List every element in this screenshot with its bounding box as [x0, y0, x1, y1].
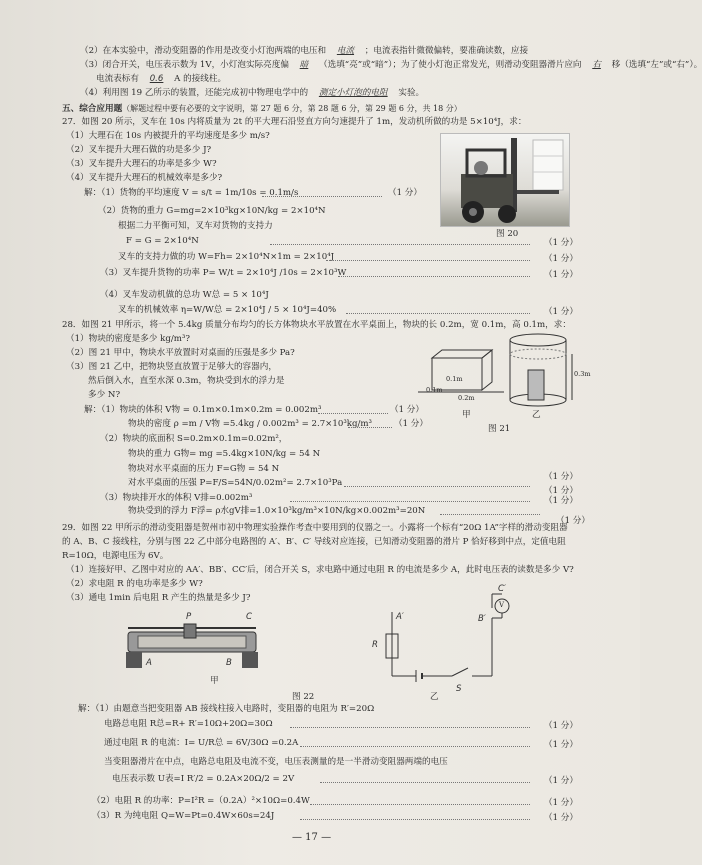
leader-dots — [290, 727, 530, 728]
circuit-label-cp: C′ — [498, 584, 506, 594]
top-line-1: （2）在本实验中，滑动变阻器的作用是改变小灯泡两端的电压和 电流 ；电流表指针微微偏转，要准确读数，应接 — [80, 46, 529, 56]
circuit-diagram — [382, 588, 512, 688]
forklift-photo — [440, 133, 570, 227]
fig-21-drawing — [418, 330, 588, 410]
q27-score-3: （1 分） — [544, 254, 578, 264]
q29-ans-4: 当变阻器滑片在中点，电路总电阻及电流不变，电压表测量的是一半滑动变阻器两端的电压 — [104, 757, 448, 767]
top-line-4: （4）利用图 19 乙所示的装置，还能完成初中物理电学中的 测定小灯泡的电阻 实验。 — [80, 88, 425, 98]
voltmeter-label: V — [499, 601, 505, 609]
rheostat-label-c: C — [246, 612, 253, 622]
q29-ans-2: 电路总电阻 R总=R+ R′=10Ω+20Ω=30Ω — [104, 719, 273, 729]
q27-ans-5: 叉车的支持力做的功 W=Fh= 2×10⁴N×1m = 2×10⁴J — [118, 252, 335, 262]
circuit-label-ap: A′ — [396, 612, 404, 622]
q27-ans-7: （4）叉车发动机做的总功 W总 = 5 × 10⁴J — [100, 290, 269, 300]
q29-score-5: （1 分） — [544, 813, 578, 823]
q27-sub-4: （4）叉车提升大理石的机械效率是多少? — [66, 173, 223, 183]
q29-ans-3: 通过电阻 R 的电流：I= U/R总 = 6V/30Ω =0.2A — [104, 738, 299, 748]
q29-ans-1: 解：（1）由题意当把变阻器 AB 接线柱接入电路时，变阻器的电阻为 R′=20Ω — [78, 704, 375, 714]
q29-ans-6: （2）电阻 R 的功率：P=I²R =（0.2A）²×10Ω=0.4W — [92, 796, 310, 806]
top-line-3: 电流表标有 0.6 A 的接线柱。 — [96, 74, 227, 84]
q28-ans-1: 解：（1）物块的体积 V物 = 0.1m×0.1m×0.2m = 0.002m³ — [84, 405, 322, 415]
fig-21-yi: 乙 — [532, 410, 541, 420]
fig-22-jia: 甲 — [210, 676, 219, 686]
fig-20-caption: 图 20 — [496, 229, 519, 239]
q28-ans-4: 物块的重力 G物= mg =5.4kg×10N/kg = 54 N — [128, 449, 321, 459]
top-line-2: （3）闭合开关，电压表示数为 1V，小灯泡实际亮度偏 暗 （选填“亮”或“暗”）；为了使小灯泡正常发光，则滑动变阻器滑片应向 右 移（选填“左”或“右”）。 — [80, 60, 702, 70]
leader-dots — [290, 501, 530, 502]
q28-ans-3: （2）物块的底面积 S=0.2m×0.1m=0.02m²， — [100, 434, 288, 444]
q27-sub-3: （3）叉车提升大理石的功率是多少 W? — [66, 159, 217, 169]
leader-dots — [326, 260, 530, 261]
forklift-illustration — [441, 134, 569, 226]
leader-dots — [318, 413, 388, 414]
leader-dots — [300, 746, 530, 747]
q29-score-2: （1 分） — [544, 740, 578, 750]
q28-score-1: （1 分） — [390, 405, 424, 415]
section-5-heading: 五、综合应用题（解题过程中要有必要的文字说明，第 27 题 6 分，第 28 题 6 分，第 29 题 6 分，共 18 分） — [62, 104, 462, 114]
q28-sub-1: （1）物块的密度是多少 kg/m³? — [66, 334, 190, 344]
fig-22-yi: 乙 — [430, 692, 439, 702]
leader-dots — [344, 486, 530, 487]
rheostat-label-p: P — [186, 612, 192, 622]
q27-ans-6: （3）叉车提升货物的功率 P= W/t = 2×10⁴J /10s = 2×10³W — [100, 268, 347, 278]
fig-21-jia: 甲 — [462, 410, 471, 420]
q28-ans-7: （3）物块排开水的体积 V排=0.002m³ — [100, 493, 253, 503]
q29-stem-3: R=10Ω，电源电压为 6V。 — [62, 551, 169, 561]
leader-dots — [310, 804, 530, 805]
q28-ans-2: 物块的密度 ρ =m / V物 =5.4kg / 0.002m³ = 2.7×10³kg/m³ — [128, 419, 372, 429]
q27-ans-8: 叉车的机械效率 η=W/W总 = 2×10⁴J / 5 × 10⁴J=40% — [118, 305, 337, 315]
q27-score-4: （1 分） — [544, 270, 578, 280]
q27-sub-2: （2）叉车提升大理石做的功是多少 J? — [66, 145, 212, 155]
leader-dots — [348, 427, 392, 428]
fig-21-dim-height: 0.1m — [446, 375, 463, 383]
fig-21-water-depth: 0.3m — [574, 370, 591, 378]
leader-dots — [262, 196, 382, 197]
q28-score-6: （1 分） — [556, 516, 590, 526]
q27-ans-3: 根据二力平衡可知，叉车对货物的支持力 — [118, 221, 273, 231]
leader-dots — [300, 819, 530, 820]
q27-stem: 27．如图 20 所示，叉车在 10s 内将质量为 2t 的平大理石沿竖直方向匀速提升了 1m，发动机所做的功是 5×10⁴J，求： — [62, 117, 527, 127]
q29-sub-2: （2）求电阻 R 的电功率是多少 W? — [66, 579, 203, 589]
q28-sub-2: （2）图 21 甲中，物块水平放置时对桌面的压强是多少 Pa? — [66, 348, 295, 358]
leader-dots — [320, 782, 530, 783]
q29-sub-1: （1）连接好甲、乙图中对应的 AA′、BB′、CC′后，闭合开关 S，求电路中通过电阻 R 的电流是多少 A，此时电压表的读数是多少 V? — [66, 565, 574, 575]
fig-22-caption: 图 22 — [292, 692, 315, 702]
q27-sub-1: （1）大理石在 10s 内被提升的平均速度是多少 m/s? — [66, 131, 270, 141]
leader-dots — [270, 244, 530, 245]
q28-score-5: （1 分） — [544, 496, 578, 506]
q28-ans-6: 对水平桌面的压强 P=F/S=54N/0.02m²= 2.7×10³Pa — [128, 478, 343, 488]
q29-stem-1: 29．如图 22 甲所示的滑动变阻器是贺州市初中物理实验操作考查中要用到的仪器之一。小露将一个标有“20Ω 1A”字样的滑动变阻器 — [62, 523, 568, 533]
q28-sub-3b: 然后倒入水，直至水深 0.3m，物块受到水的浮力是 — [88, 376, 285, 386]
q29-score-4: （1 分） — [544, 798, 578, 808]
q29-ans-7: （3）R 为纯电阻 Q=W=Pt=0.4W×60s=24J — [92, 811, 275, 821]
circuit-label-r: R — [372, 640, 378, 650]
leader-dots — [338, 276, 530, 277]
q28-score-4: （1 分） — [544, 486, 578, 496]
q29-stem-2: 的 A、B、C 接线柱，分别与图 22 乙中部分电路图的 A′、B′、C′ 导线对应连接，已知滑动变阻器的滑片 P 恰好移到中点，定值电阻 — [62, 537, 566, 547]
fig-21-dim-length: 0.2m — [458, 394, 475, 402]
fig-21-caption: 图 21 — [488, 424, 511, 434]
circuit-label-s: S — [456, 684, 462, 694]
q28-score-2: （1 分） — [394, 419, 428, 429]
q27-ans-4: F = G = 2×10⁴N — [126, 236, 199, 246]
q28-ans-5: 物块对水平桌面的压力 F=G物 = 54 N — [128, 464, 280, 474]
leader-dots — [440, 514, 540, 515]
q28-sub-3c: 多少 N? — [88, 390, 121, 400]
q29-sub-3: （3）通电 1min 后电阻 R 产生的热量是多少 J? — [66, 593, 251, 603]
q27-score-1: （1 分） — [388, 188, 422, 198]
rheostat-label-a: A — [146, 658, 152, 668]
q27-ans-1: 解：（1）货物的平均速度 V = s/t = 1m/10s = 0.1m/s — [84, 188, 299, 198]
q29-score-3: （1 分） — [544, 776, 578, 786]
rheostat-drawing — [124, 618, 264, 678]
q27-ans-2: （2）货物的重力 G=mg=2×10³kg×10N/kg = 2×10⁴N — [98, 206, 326, 216]
leader-dots — [346, 313, 530, 314]
fig-21-dim-width: 0.1m — [426, 386, 443, 394]
q28-stem: 28．如图 21 甲所示，将一个 5.4kg 质量分布均匀的长方体物块水平放置在水平桌面上，物块的长 0.2m，宽 0.1m，高 0.1m，求： — [62, 320, 571, 330]
q28-ans-8: 物块受到的浮力 F浮= ρ水gV排=1.0×10³kg/m³×10N/kg×0.002m³=20N — [128, 506, 426, 516]
circuit-label-bp: B′ — [478, 614, 486, 624]
q28-score-3: （1 分） — [544, 472, 578, 482]
q28-sub-3: （3）图 21 乙中，把物块竖直放置于足够大的容器内， — [66, 362, 277, 372]
page-number: — 17 — — [292, 832, 332, 843]
rheostat-label-b: B — [226, 658, 232, 668]
q29-score-1: （1 分） — [544, 721, 578, 731]
q27-score-5: （1 分） — [544, 307, 578, 317]
q27-score-2: （1 分） — [544, 238, 578, 248]
q29-ans-5: 电压表示数 U表=I R′/2 = 0.2A×20Ω/2 = 2V — [112, 774, 295, 784]
